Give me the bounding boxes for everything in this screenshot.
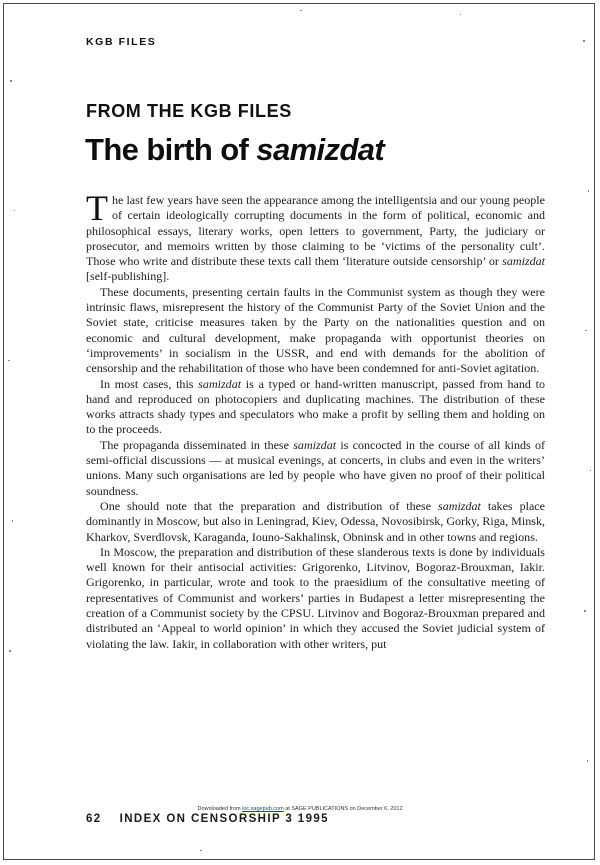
paragraph-3-italic: samizdat	[198, 376, 242, 391]
paragraph-1-text: he last few years have seen the appearance among the intelligentsia and our young people of certain ideologically corrupting documents in the form of political, economic and philosophical essays, literary works, open letters to government, Party, the judiciary or prosecutor, and memoirs written by those claiming to be ‘victims of the personality cult’. Those who write and distribute these texts call them ‘literature outside censorship’ or	[86, 193, 545, 269]
paragraph-4	[86, 438, 545, 499]
download-note	[150, 806, 450, 812]
title-main: The birth of	[85, 132, 257, 167]
paragraph-1-tail: [self-publishing].	[86, 269, 170, 284]
paragraph-4-b: is concocted in the course of all kinds of semi-official discussions — at musical evenings, at concerts, in clubs and even in the writers’ unions. Many such organisations are led by people who have given no proof of their political soundness.	[86, 437, 545, 498]
paragraph-6: In Moscow, the preparation and distribution of these slanderous texts is done by individuals well known for their antisocial activities: Grigorenko, Litvinov, Bogoraz-Brouxman, Iakir. Grigorenko, in particular, wrote and took to the praesidium of the consultative meeting of representatives of Communist and workers’ parties in Budapest a letter misrepresenting the creation of a Communist society by the CPSU. Litvinov and Bogoraz-Brouxman prepared and distributed an ‘Appeal to world opinion’ in which they accused the Soviet judicial system of violating the law. Iakir, in collaboration with other writers, put	[86, 544, 545, 651]
page-footer	[86, 813, 329, 825]
article-title	[85, 132, 384, 168]
paragraph-5-italic: samizdat	[438, 498, 481, 513]
paragraph-5-b: takes place dominantly in Moscow, but also in Leningrad, Kiev, Odessa, Novosibirsk, Gorky, Riga, Minsk, Kharkov, Sverdlovsk, Karaganda, Iouno-Sakhalinsk, Obninsk and in other towns and regions.	[86, 498, 545, 544]
paragraph-1-italic: samizdat	[502, 254, 545, 269]
paragraph-2: These documents, presenting certain faults in the Communist system as though they were intrinsic flaws, misrepresent the history of the Communist Party of the Soviet Union and the Soviet state, criticise measures taken by the Party on the nationalities question and on economic and cultural development, make propaganda with opportunist theories on ‘improvements’ in socialism in the USSR, and end with demands for the abolition of censorship and the rehabilitation of those who have been condemned for anti-Soviet agitation.	[86, 284, 545, 376]
section-kicker: FROM THE KGB FILES	[86, 101, 292, 121]
paragraph-5-a: One should note that the preparation and distribution of these	[100, 498, 439, 513]
page-number: 62	[86, 813, 102, 825]
title-italic: samizdat	[256, 132, 385, 167]
download-note-suffix: at SAGE PUBLICATIONS on December 6, 2012	[283, 806, 403, 812]
paragraph-4-italic: samizdat	[293, 437, 337, 452]
paragraph-3-a: In most cases, this	[100, 376, 199, 391]
drop-cap: T	[86, 188, 108, 228]
paragraph-1	[86, 188, 545, 285]
article-body	[86, 188, 545, 652]
paragraph-3-b: is a typed or hand-written manuscript, passed from hand to hand and reproduced on photocopiers and duplicating machines. The distribution of these works attracts shady types and speculators who make a profit by selling them and holding on to the proceeds.	[86, 376, 545, 437]
publication-name: INDEX ON CENSORSHIP 3 1995	[119, 813, 329, 825]
running-head: KGB FILES	[86, 36, 157, 48]
download-note-prefix: Downloaded from	[197, 806, 243, 812]
paragraph-5	[86, 499, 545, 545]
source-link[interactable]: ioc.sagepub.com	[242, 806, 284, 812]
paragraph-4-a: The propaganda disseminated in these	[100, 437, 294, 452]
paragraph-3	[86, 377, 545, 438]
